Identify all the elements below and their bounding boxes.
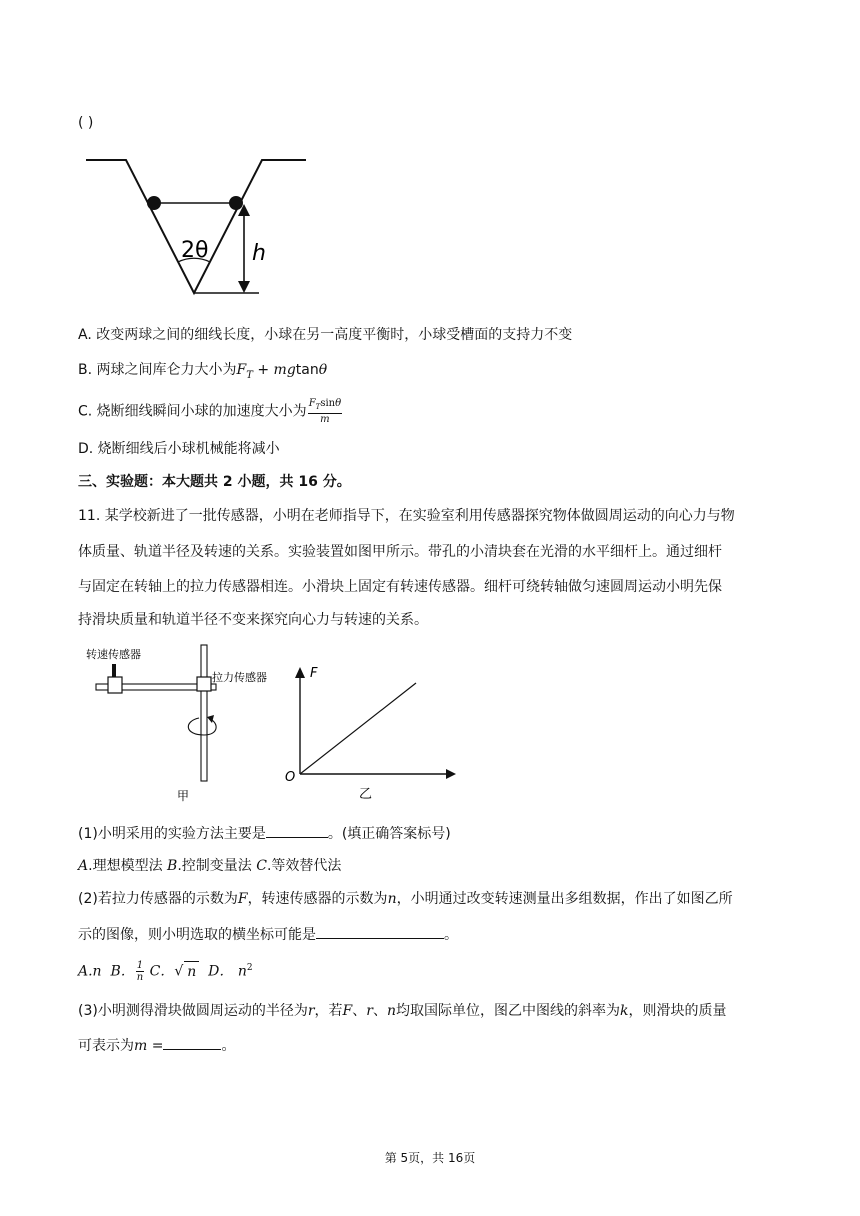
origin-label: O: [285, 770, 296, 785]
q11-line-1: 11. 某学校新进了一批传感器，小明在老师指导下，在实验室利用传感器探究物体做圆周运动的向心力与物: [78, 508, 735, 524]
answer-blank-2[interactable]: [316, 924, 444, 939]
ball-right: [229, 196, 243, 210]
tension-sensor-label: 拉力传感器: [212, 671, 267, 684]
part-3-line-2: 可表示为m = 。: [78, 1035, 235, 1056]
section-heading: 三、实验题：本大题共 2 小题，共 16 分。: [78, 474, 351, 490]
part-3-line-1: (3)小明测得滑块做圆周运动的半径为r，若F、r、n均取国际单位，图乙中图线的斜率为k，则滑块的质量: [78, 1003, 727, 1019]
speed-sensor: [112, 664, 116, 677]
answer-blank-1[interactable]: [266, 823, 328, 838]
option-d: D. 烧断细线后小球机械能将减小: [78, 441, 280, 457]
answer-blank-3[interactable]: [163, 1035, 221, 1050]
q11-line-2: 体质量、轨道半径及转速的关系。实验装置如图甲所示。带孔的小清块套在光滑的水平细杆上。通过细杆: [78, 544, 722, 560]
answer-bracket: ( ): [78, 115, 94, 131]
figure-jia-label: 甲: [177, 789, 190, 803]
part-2-line-1: (2)若拉力传感器的示数为F，转速传感器的示数为n，小明通过改变转速测量出多组数据，作出了如图乙所: [78, 891, 733, 907]
tension-sensor: [197, 677, 211, 691]
v-groove-figure: [84, 150, 314, 300]
part-1-question: (1)小明采用的实验方法主要是 。(填正确答案标号): [78, 823, 451, 844]
slider-block: [108, 677, 122, 693]
part-2-line-2: 示的图像，则小明选取的横坐标可能是 。: [78, 924, 458, 945]
part-2-options: A.n B． $\frac{1}{n}$ C．√ n D． $n^2$: [78, 960, 253, 984]
q11-line-4: 持滑块质量和轨道半径不变来探究向心力与转速的关系。: [78, 612, 428, 628]
page-footer: 第 5页，共 16页: [384, 1151, 476, 1165]
option-c: C. 烧断细线瞬间小球的加速度大小为 $\frac{F_T\sin\theta}{m}$: [78, 398, 342, 425]
rotating-shaft: [201, 645, 207, 781]
apparatus-figure: [84, 643, 284, 803]
figure-yi-label: 乙: [359, 787, 373, 800]
option-a: A. 改变两球之间的细线长度，小球在另一高度平衡时，小球受槽面的支持力不变: [78, 327, 573, 343]
ball-left: [147, 196, 161, 210]
q11-line-3: 与固定在转轴上的拉力传感器相连。小滑块上固定有转速传感器。细杆可绕转轴做匀速圆周运动小明先保: [78, 579, 722, 595]
axis-f-label: F: [310, 666, 318, 681]
speed-sensor-label: 转速传感器: [86, 648, 141, 661]
force-graph: [280, 660, 470, 800]
height-label: h: [252, 241, 266, 266]
option-b: B. 两球之间库仑力大小为$F_T + mgtan\theta$: [78, 362, 328, 381]
angle-label: 2θ: [181, 238, 209, 263]
graph-line: [300, 683, 416, 774]
part-1-options: A.理想模型法 B.控制变量法 C.等效替代法: [78, 858, 342, 874]
